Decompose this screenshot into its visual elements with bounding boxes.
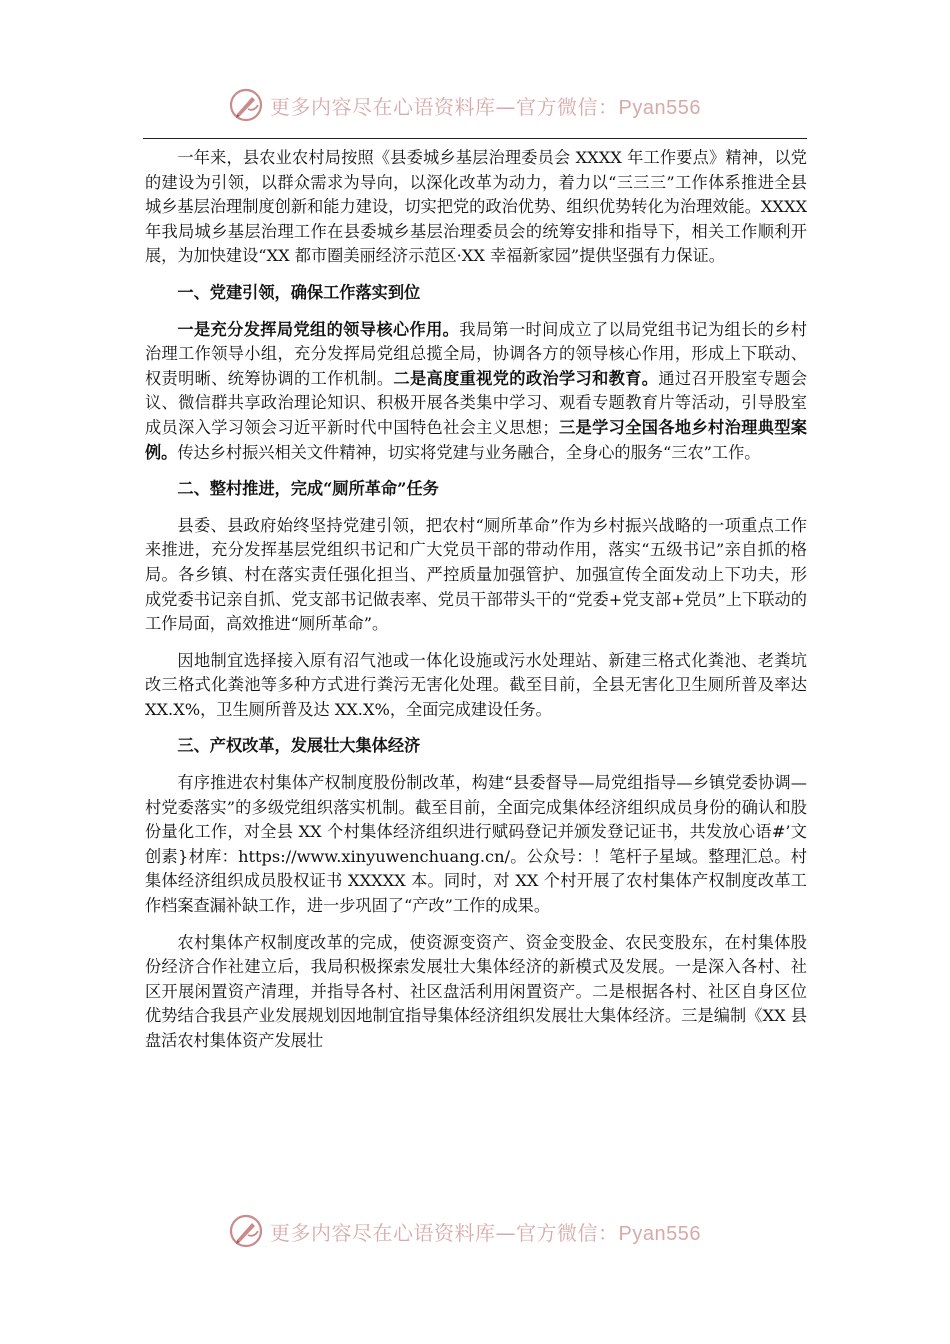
section-heading-3: 三、产权改革，发展壮大集体经济: [177, 736, 421, 756]
bold-point-1: 一是充分发挥局党组的领导核心作用。: [177, 319, 460, 339]
section3-paragraph-1: 有序推进农村集体产权制度股份制改革，构建“县委督导—局党组指导—乡镇党委协调—村党委落实”的多级党组织落实机制。截至目前，全面完成集体经济组织成员身份的确认和股份量化工作，对全县 XX 个村集体经济组织进行赋码登记并颁发登记证书，共发放心语#’文创素}材库：https://www.xinyuwenchuang.cn/。公众号：！笔杆子星域。整理汇总。村集体经济组织成员股权证书 XXXXX 本。同时，对 XX 个村开展了农村集体产权制度改革工作档案查漏补缺工作，进一步巩固了“产改”工作的成果。: [145, 773, 807, 916]
page-footer-banner: [228, 1212, 748, 1250]
point-1-text: 我局第一时间成立了以局党组书记为组长的乡村治理工作领导小组，充分发挥局党组总揽全局，协调各方的领导核心作用，形成上下联动、权责明晰、统筹协调的工作机制。: [145, 319, 807, 388]
section-heading-1: 一、党建引领，确保工作落实到位: [177, 282, 421, 302]
bold-point-3: 三是学习全国各地乡村治理典型案例。: [145, 417, 807, 462]
page-header-banner: [228, 86, 748, 124]
section2-paragraph-1: 县委、县政府始终坚持党建引领，把农村“厕所革命”作为乡村振兴战略的一项重点工作来推进，充分发挥基层党组织书记和广大党员干部的带动作用，落实“五级书记”亲自抓的格局。各乡镇、村在落实责任强化担当、严控质量加强管护、加强宣传全面发动上下功夫，形成党委书记亲自抓、党支部书记做表率、党员干部带头干的“党委+党支部+党员”上下联动的工作局面，高效推进“厕所革命”。: [145, 515, 807, 634]
pen-logo-icon: [228, 87, 264, 123]
footer-banner-text: 更多内容尽在心语资料库—官方微信：Pyan556: [270, 1220, 701, 1245]
bold-point-2: 二是高度重视党的政治学习和教育。: [393, 368, 659, 388]
section3-paragraph-2: 农村集体产权制度改革的完成，使资源变资产、资金变股金、农民变股东，在村集体股份经济合作社建立后，我局积极探索发展壮大集体经济的新模式及发展。一是深入各村、社区开展闲置资产清理，并指导各村、社区盘活利用闲置资产。二是根据各村、社区自身区位优势结合我县产业发展规划因地制宜指导集体经济组织发展壮大集体经济。三是编制《XX 县盘活农村集体资产发展壮: [145, 932, 807, 1050]
section1-paragraph: [145, 318, 807, 466]
pen-logo-icon: [228, 1213, 264, 1249]
section2-paragraph-2: 因地制宜选择接入原有沼气池或一体化设施或污水处理站、新建三格式化粪池、老粪坑改三格式化粪池等多种方式进行粪污无害化处理。截至目前，全县无害化卫生厕所普及率达 XX.X%，卫生厕所普及达 XX.X%，全面完成建设任务。: [145, 650, 807, 719]
header-divider: [143, 138, 807, 139]
point-2-text: 通过召开股室专题会议、微信群共享政治理论知识、积极开展各类集中学习、观看专题教育片等活动，引导股室成员深入学习领会习近平新时代中国特色社会主义思想；: [145, 368, 808, 437]
intro-paragraph: 一年来，县农业农村局按照《县委城乡基层治理委员会 XXXX 年工作要点》精神，以党的建设为引领，以群众需求为导向，以深化改革为动力，着力以“三三三”工作体系推进全县城乡基层治理制度创新和能力建设，切实把党的政治优势、组织优势转化为治理效能。XXXX 年我局城乡基层治理工作在县委城乡基层治理委员会的统筹安排和指导下，相关工作顺利开展，为加快建设“XX 都市圈美丽经济示范区·XX 幸福新家园”提供坚强有力保证。: [145, 148, 807, 266]
section-heading-2: 二、整村推进，完成“厕所革命”任务: [177, 479, 439, 499]
point-3-text: 传达乡村振兴相关文件精神，切实将党建与业务融合，全身心的服务“三农”工作。: [177, 442, 761, 462]
header-banner-text: 更多内容尽在心语资料库—官方微信：Pyan556: [270, 94, 701, 119]
document-body: [145, 146, 807, 1054]
